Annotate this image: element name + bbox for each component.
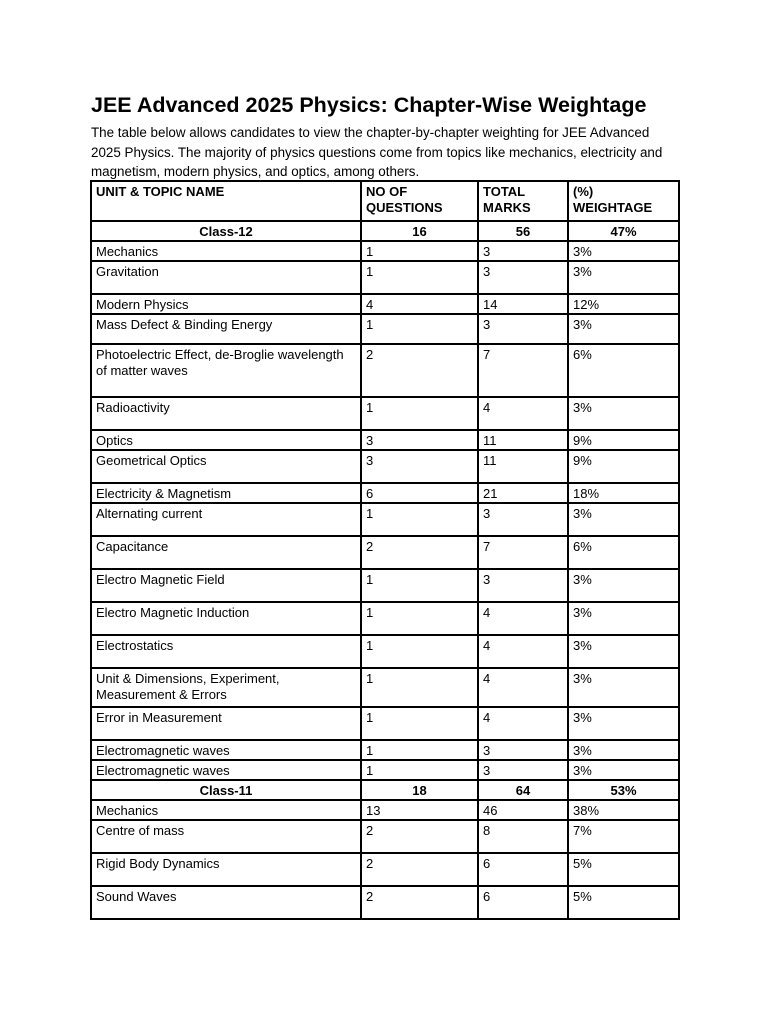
header-topic — [91, 181, 361, 221]
cell-questions: 1 — [361, 503, 478, 536]
cell-topic: Unit & Dimensions, Experiment, Measurement & Errors — [91, 668, 361, 707]
cell-weightage: 3% — [568, 397, 679, 430]
header-questions — [361, 181, 478, 221]
cell-marks: 6 — [478, 886, 568, 919]
cell-weightage: 9% — [568, 450, 679, 483]
cell-marks: 3 — [478, 503, 568, 536]
cell-topic: Rigid Body Dynamics — [91, 853, 361, 886]
cell-questions: 1 — [361, 760, 478, 780]
table-row — [91, 430, 679, 450]
cell-marks: 4 — [478, 668, 568, 707]
cell-weightage: 6% — [568, 344, 679, 397]
cell-weightage: 6% — [568, 536, 679, 569]
cell-topic: Error in Measurement — [91, 707, 361, 740]
cell-marks: 14 — [478, 294, 568, 314]
table-row — [91, 483, 679, 503]
cell-questions: 2 — [361, 820, 478, 853]
table-body — [91, 221, 679, 919]
cell-marks: 4 — [478, 397, 568, 430]
cell-questions: 4 — [361, 294, 478, 314]
cell-questions: 2 — [361, 853, 478, 886]
cell-weightage: 38% — [568, 800, 679, 820]
header-weightage — [568, 181, 679, 221]
header-questions-line: NO OF — [366, 184, 408, 199]
cell-topic: Alternating current — [91, 503, 361, 536]
table-row — [91, 635, 679, 668]
cell-topic: Optics — [91, 430, 361, 450]
cell-topic: Modern Physics — [91, 294, 361, 314]
cell-questions: 1 — [361, 668, 478, 707]
cell-topic: Capacitance — [91, 536, 361, 569]
header-marks-line: MARKS — [483, 200, 531, 215]
cell-weightage: 3% — [568, 503, 679, 536]
class-summary-row — [91, 780, 679, 800]
header-weightage-line: WEIGHTAGE — [573, 200, 653, 215]
cell-questions: 6 — [361, 483, 478, 503]
cell-weightage: 3% — [568, 602, 679, 635]
cell-marks: 46 — [478, 800, 568, 820]
table-row — [91, 450, 679, 483]
cell-weightage: 3% — [568, 760, 679, 780]
table-row — [91, 853, 679, 886]
cell-questions: 1 — [361, 635, 478, 668]
cell-marks: 56 — [478, 221, 568, 241]
cell-marks: 8 — [478, 820, 568, 853]
cell-topic: Electrostatics — [91, 635, 361, 668]
header-marks-line: TOTAL — [483, 184, 526, 199]
cell-questions: 1 — [361, 241, 478, 261]
table-header-row — [91, 181, 679, 221]
table-row — [91, 707, 679, 740]
cell-weightage: 3% — [568, 241, 679, 261]
cell-questions: 2 — [361, 536, 478, 569]
table-row — [91, 740, 679, 760]
cell-topic: Geometrical Optics — [91, 450, 361, 483]
cell-topic: Electro Magnetic Field — [91, 569, 361, 602]
table-row — [91, 886, 679, 919]
cell-questions: 13 — [361, 800, 478, 820]
table-row — [91, 314, 679, 344]
cell-marks: 4 — [478, 707, 568, 740]
cell-weightage: 3% — [568, 668, 679, 707]
table-row — [91, 503, 679, 536]
cell-marks: 4 — [478, 602, 568, 635]
cell-questions: 18 — [361, 780, 478, 800]
cell-topic: Gravitation — [91, 261, 361, 294]
cell-topic: Mechanics — [91, 241, 361, 261]
cell-marks: 7 — [478, 536, 568, 569]
table-row — [91, 261, 679, 294]
cell-weightage: 3% — [568, 707, 679, 740]
table-row — [91, 602, 679, 635]
table-row — [91, 569, 679, 602]
cell-topic: Electro Magnetic Induction — [91, 602, 361, 635]
cell-marks: 21 — [478, 483, 568, 503]
table-row — [91, 241, 679, 261]
cell-topic: Electricity & Magnetism — [91, 483, 361, 503]
cell-weightage: 3% — [568, 635, 679, 668]
intro-paragraph: The table below allows candidates to view the chapter-by-chapter weighting for JEE Advanced 2025 Physics. The majority of physics questions come from topics like mechanics, electricity and magnetism, modern physics, and optics, among others. — [91, 125, 663, 179]
table-row — [91, 536, 679, 569]
cell-marks: 3 — [478, 569, 568, 602]
cell-topic: Class-12 — [91, 221, 361, 241]
table-row — [91, 294, 679, 314]
cell-questions: 1 — [361, 602, 478, 635]
cell-weightage: 12% — [568, 294, 679, 314]
cell-weightage: 47% — [568, 221, 679, 241]
page-title: JEE Advanced 2025 Physics: Chapter-Wise Weightage — [91, 93, 647, 117]
cell-questions: 1 — [361, 569, 478, 602]
cell-topic: Class-11 — [91, 780, 361, 800]
table-row — [91, 820, 679, 853]
cell-marks: 11 — [478, 450, 568, 483]
cell-questions: 1 — [361, 397, 478, 430]
cell-questions: 1 — [361, 740, 478, 760]
cell-topic: Centre of mass — [91, 820, 361, 853]
cell-topic: Radioactivity — [91, 397, 361, 430]
cell-questions: 16 — [361, 221, 478, 241]
cell-marks: 64 — [478, 780, 568, 800]
cell-weightage: 3% — [568, 569, 679, 602]
header-questions-line: QUESTIONS — [366, 200, 443, 215]
cell-topic: Mechanics — [91, 800, 361, 820]
cell-weightage: 5% — [568, 886, 679, 919]
cell-marks: 6 — [478, 853, 568, 886]
cell-topic: Electromagnetic waves — [91, 760, 361, 780]
cell-weightage: 3% — [568, 314, 679, 344]
cell-topic: Electromagnetic waves — [91, 740, 361, 760]
cell-marks: 3 — [478, 241, 568, 261]
cell-questions: 2 — [361, 344, 478, 397]
cell-weightage: 18% — [568, 483, 679, 503]
table-row — [91, 397, 679, 430]
class-summary-row — [91, 221, 679, 241]
cell-questions: 1 — [361, 314, 478, 344]
cell-questions: 3 — [361, 450, 478, 483]
cell-marks: 4 — [478, 635, 568, 668]
cell-questions: 1 — [361, 261, 478, 294]
table-row — [91, 668, 679, 707]
cell-marks: 3 — [478, 760, 568, 780]
header-weightage-line: (%) — [573, 184, 594, 199]
cell-weightage: 9% — [568, 430, 679, 450]
cell-topic: Mass Defect & Binding Energy — [91, 314, 361, 344]
cell-weightage: 3% — [568, 261, 679, 294]
weightage-table — [90, 180, 680, 920]
cell-weightage: 5% — [568, 853, 679, 886]
cell-topic: Photoelectric Effect, de-Broglie wavelength of matter waves — [91, 344, 361, 397]
cell-marks: 3 — [478, 261, 568, 294]
header-topic-line: UNIT & TOPIC NAME — [96, 184, 225, 199]
cell-marks: 3 — [478, 314, 568, 344]
cell-weightage: 7% — [568, 820, 679, 853]
cell-topic: Sound Waves — [91, 886, 361, 919]
cell-questions: 2 — [361, 886, 478, 919]
table-row — [91, 344, 679, 397]
cell-marks: 7 — [478, 344, 568, 397]
cell-questions: 1 — [361, 707, 478, 740]
cell-marks: 3 — [478, 740, 568, 760]
cell-weightage: 3% — [568, 740, 679, 760]
cell-weightage: 53% — [568, 780, 679, 800]
cell-marks: 11 — [478, 430, 568, 450]
table-row — [91, 760, 679, 780]
cell-questions: 3 — [361, 430, 478, 450]
header-marks — [478, 181, 568, 221]
table-row — [91, 800, 679, 820]
